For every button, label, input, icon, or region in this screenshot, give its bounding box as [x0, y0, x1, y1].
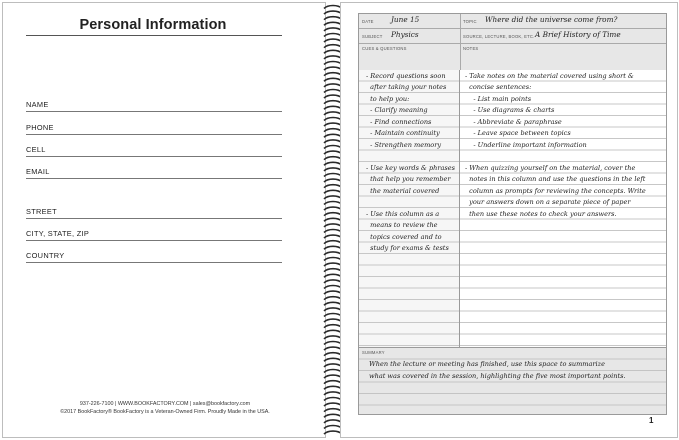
street-label: STREET [26, 207, 57, 216]
note-line [465, 151, 646, 163]
note-line: - Underline important information [465, 140, 587, 149]
left-page [2, 2, 326, 438]
note-line: - List main points [465, 94, 532, 103]
topic-label: TOPIC [463, 19, 477, 24]
note-line: column as prompts for reviewing the concepts. Write [465, 186, 646, 195]
notes-label: NOTES [463, 46, 479, 51]
cue-line [366, 151, 455, 163]
note-line: - Use diagrams & charts [465, 106, 555, 114]
cue-line: means to review the [366, 221, 438, 229]
title-rule [26, 35, 282, 36]
name-field[interactable] [26, 98, 282, 112]
country-label: COUNTRY [26, 251, 65, 260]
note-line: - When quizzing yourself on the material, cover the [465, 163, 636, 172]
cue-line: - Record questions soon [366, 71, 446, 80]
source-label: SOURCE, LECTURE, BOOK, ETC. [463, 34, 535, 39]
cues-text [366, 71, 455, 255]
summary-section[interactable] [359, 347, 666, 415]
country-field[interactable] [26, 249, 282, 263]
summary-line: When the lecture or meeting has finished, use this space to summarize [369, 360, 605, 368]
cue-line: that help you remember [366, 175, 451, 183]
cues-column[interactable] [359, 70, 460, 347]
note-line: notes in this column and use the questions in the left [465, 175, 646, 183]
email-field[interactable] [26, 165, 282, 179]
header-divider [460, 14, 461, 29]
summary-text [369, 359, 626, 382]
source-value[interactable]: A Brief History of Time [535, 30, 621, 39]
cue-line: to help you: [366, 94, 410, 103]
column-divider [460, 44, 461, 70]
cue-line: after taking your notes [366, 83, 447, 91]
note-line: your answers down on a separate piece of paper [465, 198, 631, 206]
date-label: DATE [362, 19, 374, 24]
cell-label: CELL [26, 145, 46, 154]
subject-value[interactable]: Physics [391, 30, 419, 39]
note-line: - Leave space between topics [465, 129, 571, 137]
note-line: concise sentences: [465, 83, 532, 91]
header-row-2 [359, 29, 666, 44]
summary-label: SUMMARY [362, 350, 385, 355]
city-state-zip-field[interactable] [26, 227, 282, 241]
cell-field[interactable] [26, 143, 282, 157]
page-title: Personal Information [79, 17, 227, 33]
note-line: - Take notes on the material covered using short & [465, 71, 634, 80]
date-value[interactable]: June 15 [391, 15, 420, 24]
cues-label: CUES & QUESTIONS [362, 46, 407, 51]
cue-line: - Strengthen memory [366, 140, 442, 149]
cue-line: study for exams & tests [366, 244, 449, 252]
email-label: EMAIL [26, 167, 50, 176]
note-line: then use these notes to check your answers. [465, 209, 617, 218]
page-number: 1 [649, 416, 654, 425]
cue-line: - Use this column as a [366, 209, 440, 218]
column-headers [359, 44, 666, 70]
cue-line: topics covered and to [366, 232, 442, 241]
phone-label: PHONE [26, 123, 54, 132]
cue-line [366, 197, 455, 209]
cornell-notes-sheet [358, 13, 667, 415]
note-line: - Abbreviate & paraphrase [465, 117, 562, 126]
cue-line: - Find connections [366, 117, 432, 126]
summary-line: what was covered in the session, highlighting the five most important points. [369, 371, 626, 380]
header-divider [460, 29, 461, 44]
topic-value[interactable]: Where did the universe come from? [485, 15, 618, 24]
street-field[interactable] [26, 205, 282, 219]
footer-copyright: ©2017 BookFactory® BookFactory is a Veteran-Owned Firm. Proudly Made in the USA. [60, 409, 270, 415]
cue-line: the material covered [366, 186, 440, 195]
cue-line: - Maintain continuity [366, 129, 440, 137]
phone-field[interactable] [26, 121, 282, 135]
footer-contact: 937-226-7100 | WWW.BOOKFACTORY.COM | sales@bookfactory.com [79, 401, 251, 407]
cue-line: - Clarify meaning [366, 106, 428, 114]
header-row-1 [359, 14, 666, 29]
subject-label: SUBJECT [362, 34, 383, 39]
name-label: NAME [26, 100, 49, 109]
notes-text [465, 71, 646, 221]
city-state-zip-label: CITY, STATE, ZIP [26, 229, 90, 238]
notes-column[interactable] [460, 70, 666, 347]
cue-line: - Use key words & phrases [366, 163, 455, 172]
